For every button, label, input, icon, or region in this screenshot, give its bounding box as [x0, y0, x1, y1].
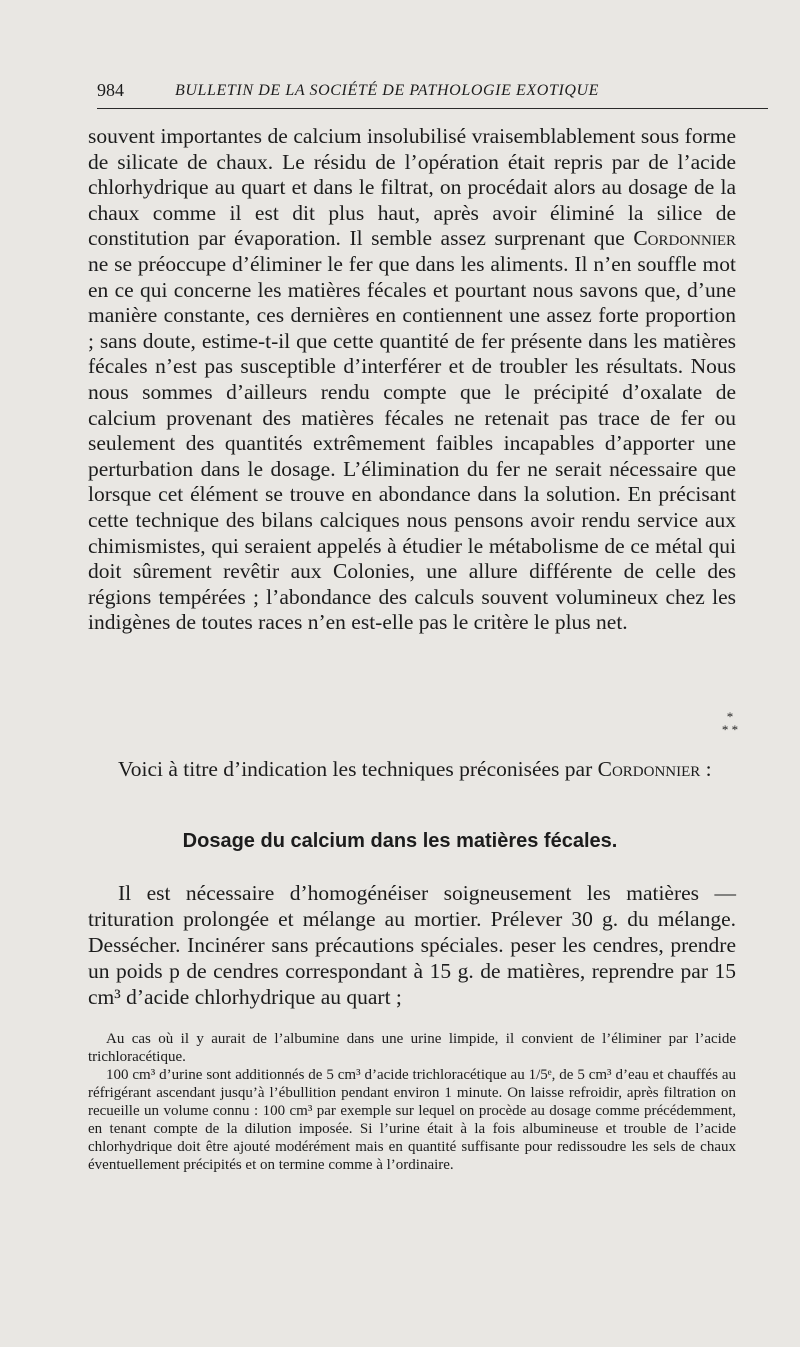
paragraph-1-text-end: ne se préoccupe d’éliminer le fer que dans les aliments. Il n’en souffle mot en ce qui concerne les matières fécales et pourtant nous savons que, d’une manière constante, ces dernières en contiennent une assez forte proportion ; sans doute, estime-t-il que cette quantité de fer présente dans les matières fécales n’est pas susceptible d’interférer et de troubler les résultats. Nous nous sommes d’ailleurs rendu compte que le précipité d’oxalate de calcium provenant des matières fécales ne retenait pas trace de fer ou seulement des quantités extrêmement faibles incapables d’apporter une perturbation dans le dosage. L’élimination du fer ne serait nécessaire que lorsque cet élément se trouve en abondance dans la solution. En précisant cette technique des bilans calciques nous pensons avoir rendu service aux chimismistes, qui seraient appelés à étudier le métabolisme de ce métal qui doit sûrement revêtir aux Colonies, une allure différente de celle des régions tempérées ; l’abondance des calculs souvent volumineux chez les indigènes de toutes races n’en est-elle pas le critère le plus net.: [88, 251, 736, 635]
running-title: BULLETIN DE LA SOCIÉTÉ DE PATHOLOGIE EXOTIQUE: [175, 82, 600, 99]
asterism-divider: [713, 710, 747, 736]
footnote-2: 100 cm³ d’urine sont additionnés de 5 cm³ d’acide trichloracétique au 1/5ᵉ, de 5 cm³ d’eau et chauffés au réfrigérant ascendant jusqu’à l’ébullition pendant environ 1 minute. On laisse refroidir, après filtration on recueille un volume connu : 100 cm³ par exemple sur lequel on procède au dosage comme précédemment, en tenant compte de la dilution imposée. Si l’urine était à la fois albumineuse et trouble de l’acide chlorhydrique doit être ajouté modérément mais en quantité suffisante pour redissoudre les sels de chaux éventuellement précipités et on termine comme à l’ordinaire.: [88, 1067, 736, 1173]
page-header: [97, 78, 768, 109]
author-name-cordonnier-2: Cordonnier: [597, 757, 701, 781]
footnote-1: Au cas où il y aurait de l’albumine dans une urine limpide, il convient de l’éliminer par l’acide trichloracétique.: [88, 1031, 736, 1065]
intro-text-start: Voici à titre d’indication les techniques préconisées par: [118, 757, 598, 781]
body-paragraph-1: [88, 124, 736, 636]
paragraph-1-text-start: souvent importantes de calcium insolubilisé vraisemblablement sous forme de silicate de chaux. Le résidu de l’opération était repris par de l’acide chlorhydrique au quart et dans le filtrat, on procédait alors au dosage de la chaux comme il est dit plus haut, après avoir éliminé la silice de constitution par évaporation. Il semble assez surprenant que: [88, 124, 736, 251]
author-name-cordonnier: Cordonnier: [633, 226, 736, 251]
asterism-bottom: * *: [721, 722, 739, 737]
asterism-top: *: [726, 709, 734, 724]
intro-paragraph: [88, 757, 736, 783]
body-paragraph-2: Il est nécessaire d’homogénéiser soigneusement les matières — trituration prolongée et mélange au mortier. Prélever 30 g. du mélange. Dessécher. Incinérer sans précautions spéciales. peser les cendres, prendre un poids p de cendres correspondant à 15 g. de matières, reprendre par 15 cm³ d’acide chlorhydrique au quart ;: [88, 881, 736, 1009]
section-heading: Dosage du calcium dans les matières fécales.: [182, 830, 618, 852]
footnotes: [88, 1030, 736, 1174]
intro-text-end: :: [700, 757, 712, 781]
page-number: 984: [97, 80, 124, 100]
